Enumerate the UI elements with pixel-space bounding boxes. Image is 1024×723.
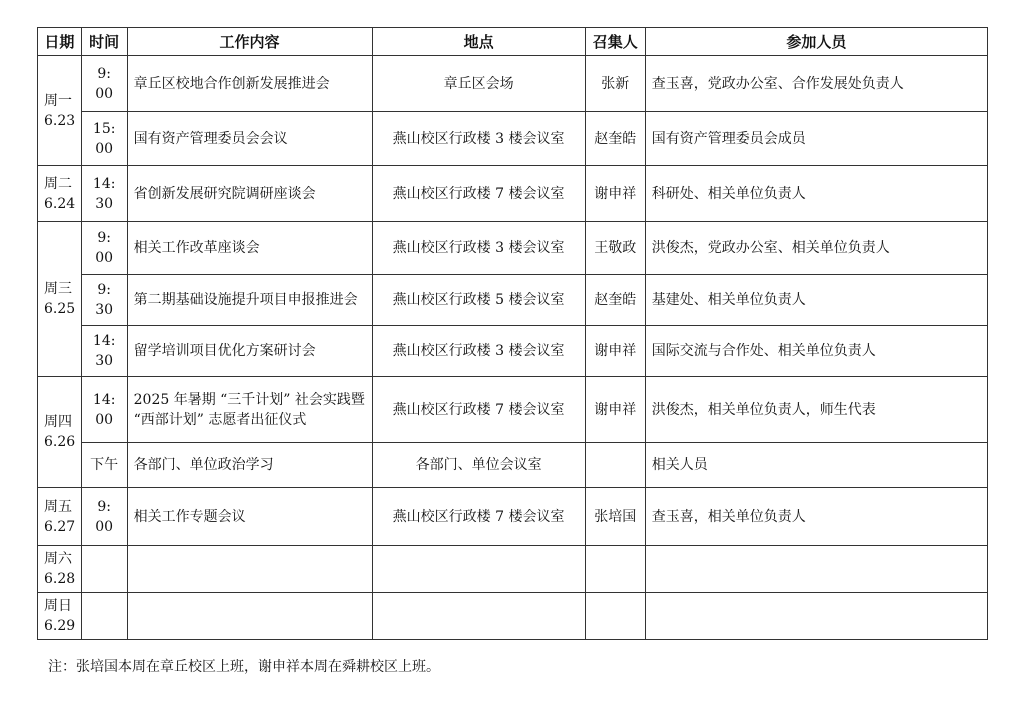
attendees-cell: 基建处、相关单位负责人 xyxy=(645,275,987,326)
place-cell: 燕山校区行政楼 7 楼会议室 xyxy=(372,166,585,222)
time-cell xyxy=(81,546,127,593)
place-cell: 燕山校区行政楼 7 楼会议室 xyxy=(372,377,585,443)
time-cell: 14: 30 xyxy=(81,326,127,377)
date-cell-sun xyxy=(38,593,82,640)
date-label: 6.25 xyxy=(44,301,76,317)
convener-cell xyxy=(585,546,645,593)
weekday-label: 周二 xyxy=(44,175,72,192)
table-header-row xyxy=(38,28,988,56)
header-date: 日期 xyxy=(38,28,82,56)
weekday-label: 周五 xyxy=(44,498,72,515)
time-cell: 下午 xyxy=(81,443,127,488)
footnote: 注：张培国本周在章丘校区上班，谢申祥本周在舜耕校区上班。 xyxy=(48,659,440,675)
table-row xyxy=(38,166,988,222)
date-cell-tue xyxy=(38,166,82,222)
table-row xyxy=(38,56,988,112)
content-cell: 第二期基础设施提升项目申报推进会 xyxy=(127,275,372,326)
place-cell: 章丘区会场 xyxy=(372,56,585,112)
content-cell: 章丘区校地合作创新发展推进会 xyxy=(127,56,372,112)
header-content: 工作内容 xyxy=(127,28,372,56)
date-label: 6.23 xyxy=(44,112,76,129)
attendees-cell: 洪俊杰，党政办公室、相关单位负责人 xyxy=(645,222,987,275)
convener-cell: 谢申祥 xyxy=(585,166,645,222)
time-cell: 14: 00 xyxy=(81,377,127,443)
content-cell: 相关工作改革座谈会 xyxy=(127,222,372,275)
table-row xyxy=(38,377,988,443)
table-row xyxy=(38,443,988,488)
convener-cell: 谢申祥 xyxy=(585,326,645,377)
content-cell xyxy=(127,593,372,640)
time-cell: 15: 00 xyxy=(81,112,127,166)
convener-cell xyxy=(585,593,645,640)
attendees-cell: 相关人员 xyxy=(645,443,987,488)
content-cell: 国有资产管理委员会会议 xyxy=(127,112,372,166)
header-place: 地点 xyxy=(372,28,585,56)
weekday-label: 周日 xyxy=(44,598,72,614)
time-cell: 9: 30 xyxy=(81,275,127,326)
date-cell-thu xyxy=(38,377,82,488)
weekday-label: 周六 xyxy=(44,551,72,567)
content-cell xyxy=(127,546,372,593)
attendees-cell: 洪俊杰，相关单位负责人，师生代表 xyxy=(645,377,987,443)
header-time: 时间 xyxy=(81,28,127,56)
place-cell xyxy=(372,546,585,593)
table-row xyxy=(38,112,988,166)
date-label: 6.24 xyxy=(44,195,76,212)
table-row xyxy=(38,275,988,326)
date-label: 6.28 xyxy=(44,571,76,587)
time-cell: 9: 00 xyxy=(81,222,127,275)
convener-cell: 赵奎皓 xyxy=(585,112,645,166)
attendees-cell: 查玉喜，相关单位负责人 xyxy=(645,488,987,546)
content-cell: 省创新发展研究院调研座谈会 xyxy=(127,166,372,222)
table-row xyxy=(38,222,988,275)
convener-cell: 张培国 xyxy=(585,488,645,546)
date-cell-fri xyxy=(38,488,82,546)
convener-cell: 赵奎皓 xyxy=(585,275,645,326)
attendees-cell: 查玉喜，党政办公室、合作发展处负责人 xyxy=(645,56,987,112)
weekday-label: 周一 xyxy=(44,92,72,109)
time-cell xyxy=(81,593,127,640)
place-cell: 燕山校区行政楼 7 楼会议室 xyxy=(372,488,585,546)
place-cell: 燕山校区行政楼 3 楼会议室 xyxy=(372,326,585,377)
table-row xyxy=(38,326,988,377)
content-cell: 相关工作专题会议 xyxy=(127,488,372,546)
date-label: 6.27 xyxy=(44,518,76,535)
date-cell-wed xyxy=(38,222,82,377)
convener-cell: 张新 xyxy=(585,56,645,112)
table-row xyxy=(38,488,988,546)
content-cell: 各部门、单位政治学习 xyxy=(127,443,372,488)
attendees-cell: 国际交流与合作处、相关单位负责人 xyxy=(645,326,987,377)
schedule-sheet xyxy=(37,27,988,640)
attendees-cell: 科研处、相关单位负责人 xyxy=(645,166,987,222)
convener-cell xyxy=(585,443,645,488)
place-cell: 燕山校区行政楼 3 楼会议室 xyxy=(372,222,585,275)
header-convener: 召集人 xyxy=(585,28,645,56)
weekly-schedule-table xyxy=(37,27,988,640)
attendees-cell: 国有资产管理委员会成员 xyxy=(645,112,987,166)
content-cell: 2025 年暑期 “三千计划” 社会实践暨 “西部计划” 志愿者出征仪式 xyxy=(127,377,372,443)
time-cell: 9: 00 xyxy=(81,488,127,546)
table-row xyxy=(38,546,988,593)
place-cell xyxy=(372,593,585,640)
content-cell: 留学培训项目优化方案研讨会 xyxy=(127,326,372,377)
weekday-label: 周三 xyxy=(44,281,72,297)
attendees-cell xyxy=(645,546,987,593)
table-row xyxy=(38,593,988,640)
weekday-label: 周四 xyxy=(44,414,72,430)
date-cell-mon xyxy=(38,56,82,166)
date-label: 6.29 xyxy=(44,618,76,634)
convener-cell: 王敬政 xyxy=(585,222,645,275)
time-cell: 9: 00 xyxy=(81,56,127,112)
time-cell: 14: 30 xyxy=(81,166,127,222)
convener-cell: 谢申祥 xyxy=(585,377,645,443)
place-cell: 燕山校区行政楼 3 楼会议室 xyxy=(372,112,585,166)
place-cell: 各部门、单位会议室 xyxy=(372,443,585,488)
date-label: 6.26 xyxy=(44,434,76,450)
date-cell-sat xyxy=(38,546,82,593)
attendees-cell xyxy=(645,593,987,640)
header-attendees: 参加人员 xyxy=(645,28,987,56)
place-cell: 燕山校区行政楼 5 楼会议室 xyxy=(372,275,585,326)
